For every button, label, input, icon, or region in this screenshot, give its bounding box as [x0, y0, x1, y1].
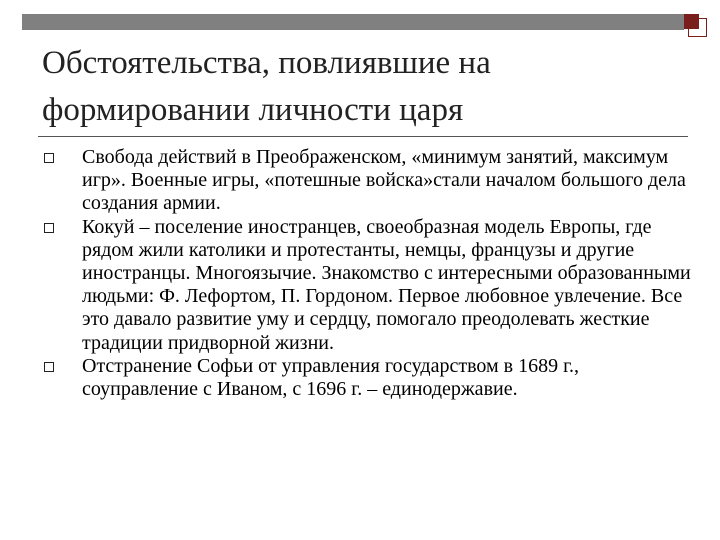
bullet-item	[44, 355, 694, 401]
bullet-text: Отстранение Софьи от управления государством в 1689 г., соуправление с Иваном, с 1696 г. – единодержавие.	[82, 354, 580, 401]
bullet-item	[44, 216, 694, 355]
outline-square-icon	[688, 18, 707, 37]
top-bar	[22, 14, 684, 30]
hollow-square-icon	[44, 362, 54, 372]
hollow-square-icon	[44, 223, 54, 233]
overlapping-squares-icon	[684, 14, 712, 42]
hollow-square-icon	[44, 153, 54, 163]
bullet-list	[44, 146, 694, 401]
bullet-text: Кокуй – поселение иностранцев, своеобразная модель Европы, где рядом жили католики и протестанты, немцы, французы и другие иностранцы. Многоязычие. Знакомство с интересными образованными людьми: Ф. Лефортом, П. Гордоном. Первое любовное увлечение. Все это давало развитие уму и сердцу, помогало преодолевать жесткие традиции придворной жизни.	[82, 215, 691, 354]
title-divider	[38, 136, 688, 137]
title-line-2: формировании личности царя	[42, 92, 464, 128]
title-line-1: Обстоятельства, повлиявшие на	[42, 45, 491, 81]
slide-title	[42, 40, 682, 134]
bullet-item	[44, 146, 694, 216]
bullet-text: Свобода действий в Преображенском, «минимум занятий, максимум игр». Военные игры, «потешные войска»стали началом большого дела создания армии.	[82, 146, 686, 215]
